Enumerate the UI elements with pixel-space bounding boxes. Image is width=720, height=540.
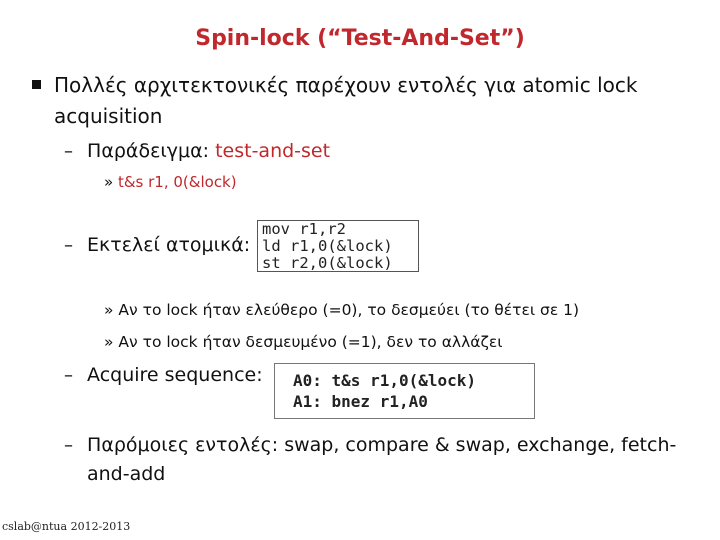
similar-text-1: Παρόμοιες εντολές: swap, compare & swap, exchange, fetch- <box>87 434 677 456</box>
acquire-code-line: A0: t&s r1,0(&lock) <box>293 371 477 390</box>
footer-credit: cslab@ntua 2012-2013 <box>2 520 131 533</box>
main-bullet-text: Πολλές αρχιτεκτονικές παρέχουν εντολές για atomic lock acquisition <box>54 73 638 128</box>
raquo-bullet-icon: » <box>104 173 114 191</box>
example-line <box>64 138 330 165</box>
acquire-line <box>64 362 263 389</box>
example-sub-text: t&s r1, 0(&lock) <box>117 173 237 191</box>
atomic-line <box>64 232 250 259</box>
example-sub <box>104 171 237 193</box>
acquire-code-line: A1: bnez r1,A0 <box>293 392 428 411</box>
dash-bullet-icon: – <box>64 365 73 386</box>
atomic-code-line: st r2,0(&lock) <box>262 254 393 272</box>
example-value: test-and-set <box>215 140 331 162</box>
raquo-bullet-icon: » <box>104 333 114 351</box>
slide-title: Spin-lock (“Test-And-Set”) <box>195 26 525 51</box>
atomic-note-text: Αν το lock ήταν ελεύθερο (=0), το δεσμεύει (το θέτει σε 1) <box>118 301 580 319</box>
atomic-note <box>104 299 579 321</box>
dash-bullet-icon: – <box>64 235 73 256</box>
similar-line <box>64 432 676 459</box>
atomic-code-line: ld r1,0(&lock) <box>262 237 393 255</box>
square-bullet-icon <box>32 80 41 89</box>
raquo-bullet-icon: » <box>104 301 114 319</box>
atomic-code-box <box>257 220 419 272</box>
similar-text-2: and-add <box>87 463 166 485</box>
acquire-code-box <box>274 363 535 419</box>
dash-bullet-icon: – <box>64 435 73 456</box>
atomic-note-text: Αν το lock ήταν δεσμευμένο (=1), δεν το αλλάζει <box>118 333 503 351</box>
dash-bullet-icon: – <box>64 141 73 162</box>
acquire-label: Acquire sequence: <box>87 364 263 386</box>
example-label: Παράδειγμα: <box>87 140 216 162</box>
atomic-label: Εκτελεί ατομικά: <box>87 234 251 256</box>
atomic-code-line: mov r1,r2 <box>262 220 346 238</box>
atomic-note <box>104 331 503 353</box>
